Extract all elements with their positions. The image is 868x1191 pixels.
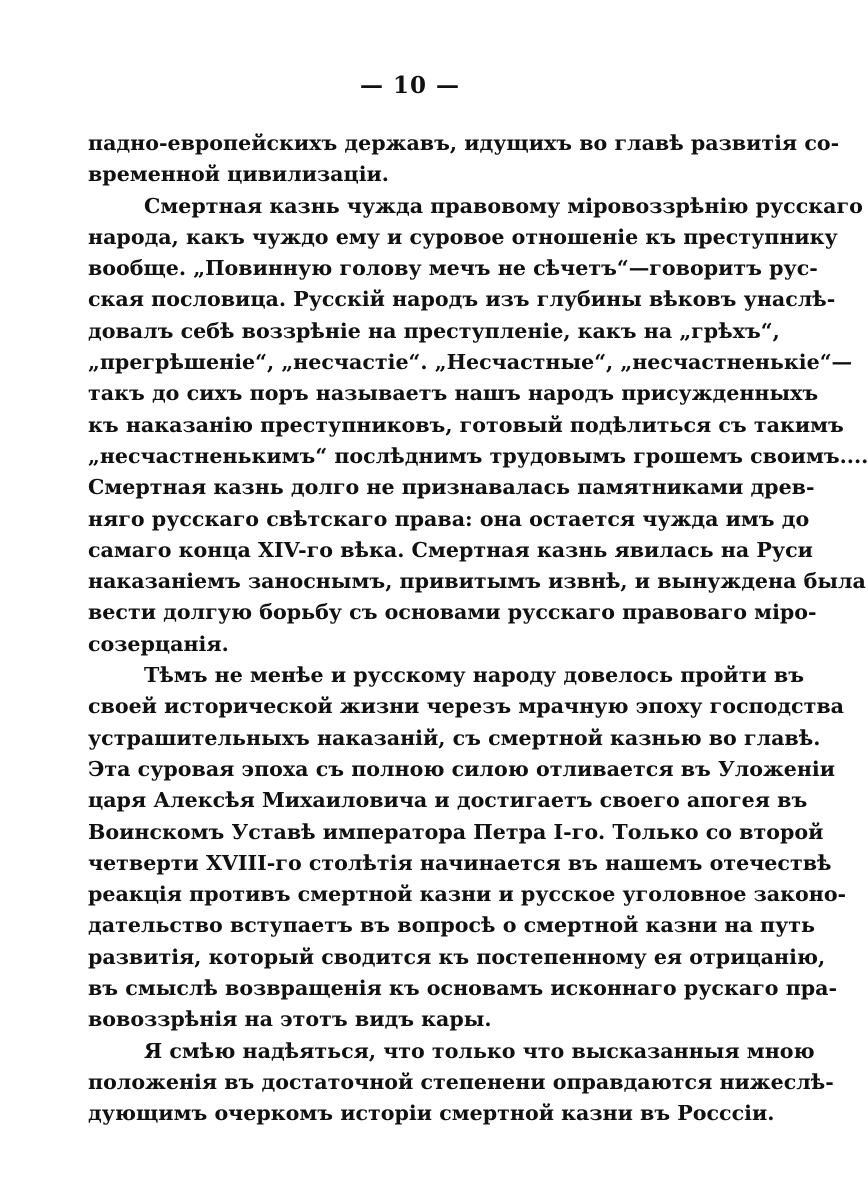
text-line: Смертная казнь чужда правовому міровоззрѣнію русскаго	[144, 193, 863, 218]
text-line: Эта суровая эпоха съ полною силою отливается въ Уложеніи	[88, 756, 836, 781]
text-line: вести долгую борьбу съ основами русскаго правоваго міро-	[88, 600, 817, 625]
paragraph	[88, 128, 840, 191]
text-line: своей исторической жизни черезъ мрачную эпоху господства	[88, 694, 845, 719]
text-line: устрашительныхъ наказаній, съ смертной казнью во главѣ.	[88, 725, 821, 750]
paragraph	[88, 191, 868, 660]
text-line: реакція противъ смертной казни и русское уголовное законо-	[88, 882, 847, 907]
text-line: дательство вступаетъ въ вопросѣ о смертной казни на путь	[88, 913, 816, 938]
page-number: — 10 —	[359, 72, 461, 99]
text-line: „прегрѣшеніе“, „несчастіе“. „Несчастные“, „несчастненькіе“—	[88, 350, 853, 375]
text-line: падно-европейскихъ державъ, идущихъ во главѣ развитія со-	[88, 131, 840, 155]
text-line: такъ до сихъ поръ называетъ нашъ народъ присужденныхъ	[88, 381, 819, 406]
text-line: довалъ себѣ воззрѣніе на преступленіе, какъ на „грѣхъ“,	[88, 318, 780, 343]
text-line: няго русскаго свѣтскаго права: она остается чужда имъ до	[88, 506, 810, 531]
text-line: „несчастненькимъ“ послѣднимъ трудовымъ грошемъ своимъ....	[88, 443, 868, 468]
text-line: четверти XVIII-го столѣтія начинается въ нашемъ отечествѣ	[88, 850, 832, 875]
text-line: вообще. „Повинную голову мечъ не сѣчетъ“—говоритъ рус-	[88, 256, 818, 281]
body-text	[88, 128, 868, 1130]
text-line: развитія, который сводится къ постепенному ея отрицанію,	[88, 944, 826, 969]
text-line: самаго конца XIV-го вѣка. Смертная казнь явилась на Руси	[88, 537, 813, 562]
text-line: къ наказанію преступниковъ, готовый подѣлиться съ такимъ	[88, 412, 844, 437]
text-line: наказаніемъ заноснымъ, привитымъ извнѣ, и вынуждена была	[88, 569, 866, 594]
text-line: Воинскомъ Уставѣ императора Петра I-го. Только со второй	[88, 819, 824, 844]
paragraph	[88, 1036, 834, 1130]
text-line: Я смѣю надѣяться, что только что высказанныя мною	[144, 1038, 815, 1063]
text-line: вовоззрѣнія на этотъ видъ кары.	[88, 1007, 492, 1032]
text-line: царя Алексѣя Михаиловича и достигаетъ своего апогея въ	[88, 788, 808, 813]
text-line: дующимъ очеркомъ исторіи смертной казни въ Росссіи.	[88, 1101, 775, 1126]
text-line: положенія въ достаточной степенени оправдаются нижеслѣ-	[88, 1069, 834, 1094]
text-line: народа, какъ чуждо ему и суровое отношеніе къ преступнику	[88, 224, 838, 249]
paragraph	[88, 660, 847, 1036]
text-line: временной цивилизаціи.	[88, 162, 389, 187]
text-line: ская пословица. Русскій народъ изъ глубины вѣковъ унаслѣ-	[88, 287, 836, 312]
text-line: созерцанія.	[88, 631, 229, 656]
text-line: въ смыслѣ возвращенія къ основамъ исконнаго рускаго пра-	[88, 976, 838, 1001]
text-line: Смертная казнь долго не признавалась памятниками древ-	[88, 475, 815, 500]
text-line: Тѣмъ не менѣе и русскому народу довелось пройти въ	[144, 663, 805, 688]
